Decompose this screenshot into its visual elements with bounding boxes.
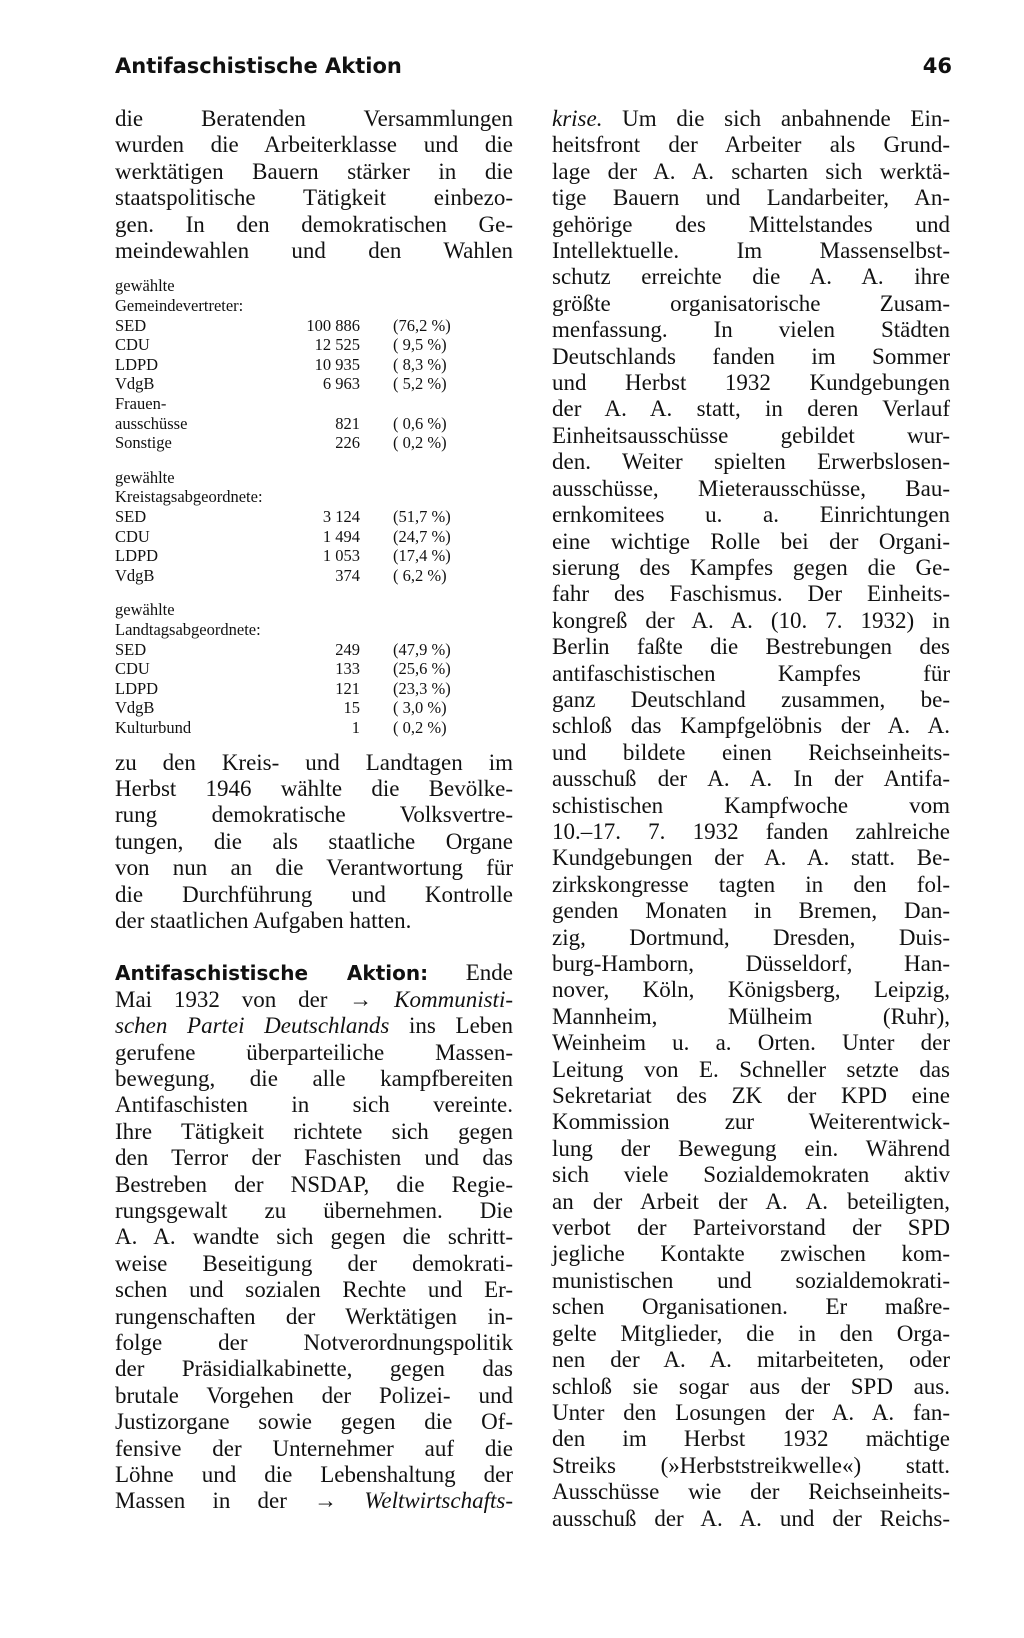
text-line: burg-Hamborn, Düsseldorf, Han- <box>552 951 950 976</box>
stats-row <box>115 659 513 679</box>
text-line: Berlin faßte die Bestrebungen des <box>552 634 950 660</box>
entry-body <box>115 1040 513 1489</box>
stats-heading: gewählte <box>115 276 175 296</box>
text-line: folge der Notverordnungspolitik <box>115 1330 513 1356</box>
party-name: Kulturbund <box>115 717 192 737</box>
seat-count: 6 963 <box>322 374 360 394</box>
stats-heading: Kreistagsabgeordnete: <box>115 487 263 507</box>
text-line: Kommission zur Weiterentwick- <box>552 1109 950 1135</box>
seat-count: 100 886 <box>306 315 360 335</box>
text-line: Justizorgane sowie gegen die Of- <box>115 1409 513 1435</box>
text-line: Unter den Losungen der A. A. fan- <box>552 1399 950 1425</box>
seat-count: 1 494 <box>322 526 360 546</box>
text-line: jegliche Kontakte zwischen kom- <box>552 1241 950 1267</box>
stats-group <box>115 276 513 452</box>
entry-gap <box>115 934 513 960</box>
seat-percent: ( 8,3 %) <box>393 354 447 374</box>
text-line: tungen, die als staatliche Organe <box>115 828 513 854</box>
stats-group <box>115 600 513 737</box>
party-name: CDU <box>115 335 150 355</box>
seat-percent: (23,3 %) <box>393 678 451 698</box>
party-name: LDPD <box>115 546 159 566</box>
text-line: der A. A. statt, in deren Verlauf <box>552 396 950 422</box>
text-line: zirkskongresse tagten in den fol- <box>552 871 950 897</box>
seat-percent: (24,7 %) <box>393 526 451 546</box>
stats-group <box>115 468 513 586</box>
entry-line: Antifaschistische Aktion: Ende <box>115 960 513 986</box>
seat-percent: ( 0,2 %) <box>393 717 447 737</box>
text-line: der staatlichen Aufgaben hatten. <box>115 907 412 933</box>
cross-reference: schen Partei Deutschlands <box>115 1013 390 1039</box>
text-line: weise Beseitigung der demokrati- <box>115 1250 513 1276</box>
stats-row <box>115 374 513 394</box>
text-line: nen der A. A. mitarbeiteten, oder <box>552 1347 950 1373</box>
text-line: ausschüsse, Mieterausschüsse, Bau- <box>552 475 950 501</box>
party-name: Sonstige <box>115 433 172 453</box>
text-line: Ausschüsse wie der Reichseinheits- <box>552 1479 950 1505</box>
stats-row <box>115 698 513 718</box>
text-line: ganz Deutschland zusammen, be- <box>552 686 950 712</box>
party-name: ausschüsse <box>115 413 188 433</box>
text-line: Einheitsausschüsse gebildet wur- <box>552 422 950 448</box>
seat-percent: ( 0,2 %) <box>393 433 447 453</box>
text-line: staatspolitische Tätigkeit einbezo- <box>115 185 513 211</box>
party-name: SED <box>115 315 147 335</box>
text-line: ernkomitees u. a. Einrichtungen <box>552 502 950 528</box>
text-line: Streiks (»Herbststreikwelle«) statt. <box>552 1452 950 1478</box>
seat-count: 821 <box>335 413 360 433</box>
text-line: zu den Kreis- und Landtagen im <box>115 749 513 775</box>
seat-count: 133 <box>335 659 360 679</box>
text-line: brutale Vorgehen der Polizei- und <box>115 1382 513 1408</box>
text-line: gelte Mitglieder, die in den Orga- <box>552 1320 950 1346</box>
text-line: rungenschaften der Werktätigen in- <box>115 1303 513 1329</box>
text-line: rung demokratische Volksvertre- <box>115 802 513 828</box>
text-line: den Terror der Faschisten und das <box>115 1145 513 1171</box>
seat-count: 10 935 <box>314 354 360 374</box>
text-line: schistischen Kampfwoche vom <box>552 792 950 818</box>
stats-heading: gewählte <box>115 600 175 620</box>
text-line: Weinheim u. a. Orten. Unter der <box>552 1030 950 1056</box>
seat-count: 12 525 <box>314 335 360 355</box>
seat-count: 3 124 <box>322 506 360 526</box>
text-line: den. Weiter spielten Erwerbslosen- <box>552 449 950 475</box>
text-line: gerufene überparteiliche Massen- <box>115 1039 513 1065</box>
text-line: die Beratenden Versammlungen <box>115 106 513 131</box>
text-line: schutz erreichte die A. A. ihre <box>552 264 950 290</box>
entry-line: krise. Um die sich anbahnende Ein- <box>552 106 950 131</box>
text-line: genden Monaten in Bremen, Dan- <box>552 898 950 924</box>
text-line: die Durchführung und Kontrolle <box>115 881 513 907</box>
text-line: kongreß der A. A. (10. 7. 1932) in <box>552 607 950 633</box>
text-line: gehörige des Mittelstandes und <box>552 211 950 237</box>
stats-row <box>115 718 513 738</box>
cross-reference: krise. <box>552 106 603 131</box>
text-line: sierung des Kampfes gegen die Ge- <box>552 554 950 580</box>
seat-percent: ( 5,2 %) <box>393 374 447 394</box>
stats-row <box>115 507 513 527</box>
stats-heading: Gemeindevertreter: <box>115 296 244 316</box>
seat-count <box>265 394 360 414</box>
seat-percent: (76,2 %) <box>393 315 451 335</box>
seat-count: 1 <box>351 717 360 737</box>
text-line: schen und sozialen Rechte und Er- <box>115 1277 513 1303</box>
election-statistics <box>115 276 513 737</box>
stats-row <box>115 316 513 336</box>
text-line: ausschuß der A. A. und der Reichs- <box>552 1505 950 1531</box>
stats-row <box>115 414 513 434</box>
seat-percent: ( 6,2 %) <box>393 565 447 585</box>
page-number: 46 <box>922 54 952 78</box>
stats-heading: gewählte <box>115 467 175 487</box>
seat-count: 226 <box>335 433 360 453</box>
text-line: der Präsidialkabinette, gegen das <box>115 1356 513 1382</box>
entry-line: Mai 1932 von der → Kommunisti- <box>115 986 513 1012</box>
party-name: CDU <box>115 526 150 546</box>
text-line: sich viele Sozialdemokraten aktiv <box>552 1162 950 1188</box>
text-line: schloß sie sogar aus der SPD aus. <box>552 1373 950 1399</box>
text-line: gen. In den demokratischen Ge- <box>115 211 513 237</box>
text-line: eine wichtige Rolle bei der Organi- <box>552 528 950 554</box>
text-line: den im Herbst 1932 mächtige <box>552 1426 950 1452</box>
entry-continuation-body <box>552 132 950 1532</box>
party-name: CDU <box>115 659 150 679</box>
text-line: Kundgebungen der A. A. statt. Be- <box>552 845 950 871</box>
text-line: Mannheim, Mülheim (Ruhr), <box>552 1003 950 1029</box>
election-text <box>115 750 513 935</box>
stats-heading: Landtagsabgeordnete: <box>115 619 261 639</box>
seat-percent: ( 0,6 %) <box>393 413 447 433</box>
text-line: fensive der Unternehmer auf die <box>115 1435 513 1461</box>
party-name: SED <box>115 639 147 659</box>
party-name: VdgB <box>115 374 155 394</box>
stats-row <box>115 546 513 566</box>
entry-keyword: Antifaschistische Aktion: <box>115 961 429 986</box>
text-line: Leitung von E. Schneller setzte das <box>552 1056 950 1082</box>
text-line: bewegung, die alle kampfbereiten <box>115 1065 513 1091</box>
left-column <box>115 106 513 1515</box>
cross-reference: Kommunisti- <box>394 986 513 1012</box>
text-line: wurden die Arbeiterklasse und die <box>115 132 513 158</box>
text-line: schloß das Kampfgelöbnis der A. A. <box>552 713 950 739</box>
text-line: verbot der Parteivorstand der SPD <box>552 1215 950 1241</box>
seat-count: 374 <box>335 565 360 585</box>
text-line: Ihre Tätigkeit richtete sich gegen <box>115 1118 513 1144</box>
text-line: Sekretariat des ZK der KPD eine <box>552 1083 950 1109</box>
text-line: antifaschistischen Kampfes für <box>552 660 950 686</box>
stats-row <box>115 679 513 699</box>
text-line: lung der Bewegung ein. Während <box>552 1135 950 1161</box>
page-header <box>115 54 952 78</box>
seat-count: 121 <box>335 678 360 698</box>
entry-line: schen Partei Deutschlands ins Leben <box>115 1013 513 1039</box>
text-line: fahr des Faschismus. Der Einheits- <box>552 581 950 607</box>
text-line: schen Organisationen. Er maßre- <box>552 1294 950 1320</box>
text-line: heitsfront der Arbeiter als Grund- <box>552 132 950 158</box>
text-line: größte organisatorische Zusam- <box>552 290 950 316</box>
running-head: Antifaschistische Aktion <box>115 54 402 78</box>
text-line: 10.–17. 7. 1932 fanden zahlreiche <box>552 818 950 844</box>
text-line: Bestreben der NSDAP, die Regie- <box>115 1171 513 1197</box>
text-line: Antifaschisten in sich vereinte. <box>115 1092 513 1118</box>
seat-percent: (51,7 %) <box>393 506 451 526</box>
text-line: werktätigen Bauern stärker in die <box>115 158 513 184</box>
text-line: ausschuß der A. A. In der Antifa- <box>552 766 950 792</box>
intro-text <box>115 106 513 264</box>
text-line: rungsgewalt zu übernehmen. Die <box>115 1198 513 1223</box>
stats-row <box>115 433 513 453</box>
text-line: meindewahlen und den Wahlen <box>115 238 513 264</box>
entry-antifaschistische-aktion <box>115 960 513 1515</box>
party-name: LDPD <box>115 354 159 374</box>
cross-reference: Weltwirtschafts- <box>364 1488 513 1514</box>
right-column <box>552 106 950 1532</box>
stats-row <box>115 640 513 660</box>
stats-row <box>115 527 513 547</box>
seat-percent: (17,4 %) <box>393 546 451 566</box>
seat-percent: (25,6 %) <box>393 659 451 679</box>
seat-percent: (47,9 %) <box>393 639 451 659</box>
stats-row <box>115 335 513 355</box>
seat-count: 249 <box>335 639 360 659</box>
party-name: VdgB <box>115 698 155 718</box>
text-line: Löhne und die Lebenshaltung der <box>115 1462 513 1488</box>
seat-percent: ( 3,0 %) <box>393 698 447 718</box>
text-line: nover, Köln, Königsberg, Leipzig, <box>552 977 950 1003</box>
text-line: und bildete einen Reichseinheits- <box>552 739 950 765</box>
seat-percent: ( 9,5 %) <box>393 335 447 355</box>
text-line: Deutschlands fanden im Sommer <box>552 343 950 369</box>
text-line: tige Bauern und Landarbeiter, An- <box>552 185 950 211</box>
stats-row <box>115 566 513 586</box>
seat-percent <box>360 394 483 414</box>
text-line: Intellektuelle. Im Massenselbst- <box>552 238 950 264</box>
text-line: zig, Dortmund, Dresden, Duis- <box>552 924 950 950</box>
party-name: SED <box>115 506 147 526</box>
text-line: Herbst 1946 wählte die Bevölke- <box>115 775 513 801</box>
stats-row <box>115 355 513 375</box>
text-line: menfassung. In vielen Städten <box>552 317 950 343</box>
seat-count: 15 <box>343 698 360 718</box>
entry-continuation <box>552 106 950 1532</box>
party-name: LDPD <box>115 678 159 698</box>
party-name: VdgB <box>115 565 155 585</box>
seat-count: 1 053 <box>322 546 360 566</box>
party-name: Frauen- <box>115 394 167 413</box>
text-line: lage der A. A. scharten sich werktä- <box>552 158 950 184</box>
text-line: A. A. wandte sich gegen die schritt- <box>115 1224 513 1250</box>
text-line: und Herbst 1932 Kundgebungen <box>552 370 950 396</box>
text-line: von nun an die Verantwortung für <box>115 855 513 881</box>
entry-line: Massen in der → Weltwirtschafts- <box>115 1488 513 1514</box>
stats-row <box>115 394 513 414</box>
text-line: an der Arbeit der A. A. beteiligten, <box>552 1188 950 1214</box>
text-line: munistischen und sozialdemokrati- <box>552 1267 950 1293</box>
